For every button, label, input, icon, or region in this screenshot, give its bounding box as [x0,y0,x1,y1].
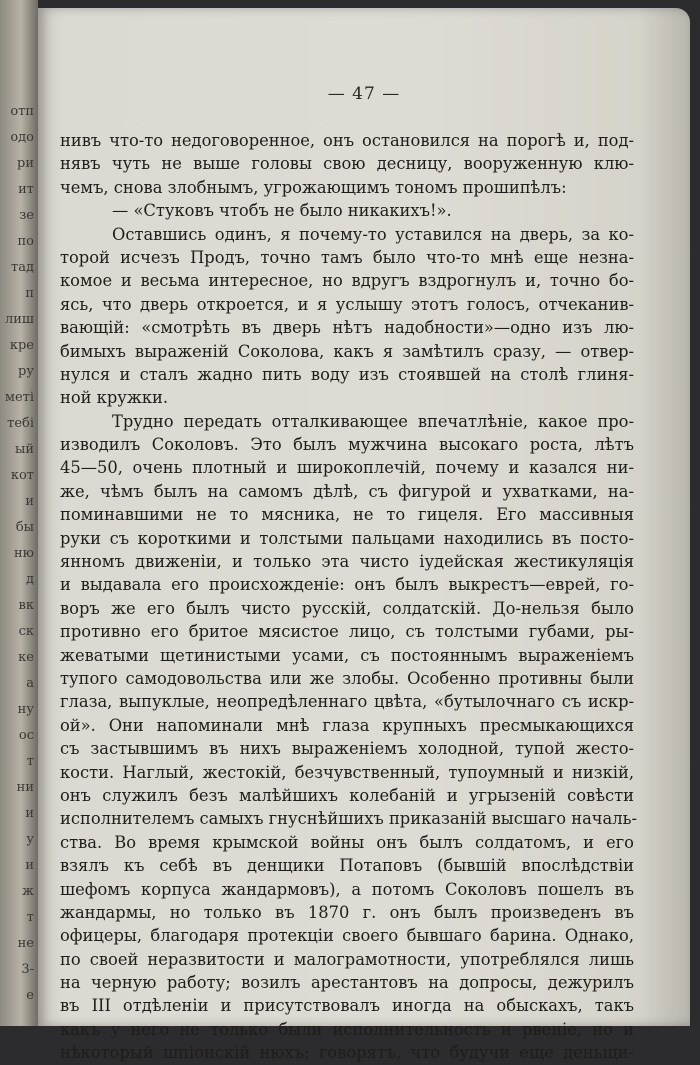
left-page-fragment: ж [22,884,34,899]
left-page-fragment: у [26,832,34,847]
text-line: Оставшись одинъ, я почему-то уставился на дверь, за ко- [112,224,634,244]
text-line: шефомъ корпуса жандармовъ), а потомъ Соколовъ пошелъ въ [60,879,634,899]
left-page-fragment: бы [15,520,34,535]
text-line: какъ у него не только были исполнительность и рвеніе, но и [60,1019,634,1039]
left-page-fragment: меті [4,390,34,405]
text-line: поминавшими не то мясника, не то гицеля. Его массивныя [60,505,634,525]
left-page-fragment: и [25,494,34,509]
text-line: нулся и сталъ жадно пить воду изъ стоявшей на столѣ глиня- [60,364,634,384]
page-number: — 47 — [327,84,401,104]
left-page-fragment: ит [18,182,34,197]
left-page-fragment: и [25,858,34,873]
text-line: вающій: «смотрѣть въ дверь нѣтъ надобности»—одно изъ лю- [60,318,634,338]
left-page-fragment: ню [14,546,34,561]
left-page-fragment: зе [19,208,34,223]
left-page-fragment: по [17,234,34,249]
left-page-fragment: вк [18,598,34,613]
text-line: руки съ короткими и толстыми пальцами находились въ посто- [60,528,634,548]
left-page-fragment: а [26,676,34,691]
text-line: янномъ движеніи, и только эта чисто іудейская жестикуляція [60,552,634,572]
text-line: въ III отдѣленіи и присутствовалъ иногда на обыскахъ, такъ [60,996,634,1016]
left-page-fragment: ни [16,780,34,795]
book-page [38,8,690,1063]
text-line: же, чѣмъ былъ на самомъ дѣлѣ, съ фигурой и ухватками, на- [60,481,634,501]
left-page-fragment: лиш [4,312,34,327]
text-line: ной кружки. [60,388,169,408]
left-page-fragment: ри [17,156,34,171]
text-line: на черную работу; возилъ арестантовъ на допросы, дежурилъ [60,973,634,993]
text-line: 45—50, очень плотный и широкоплечій, почему и казался ни- [60,458,634,478]
text-line: жандармы, но только въ 1870 г. онъ былъ произведенъ въ [60,902,634,922]
left-page-fragment: одо [10,130,34,145]
left-page-fragment: отп [10,104,34,119]
left-page-fragment: п [25,286,34,301]
text-line: комое и весьма интересное, но вдругъ вздрогнулъ и, точно бо- [60,271,634,291]
left-page-fragment: ый [14,442,34,457]
left-page-fragment: т [26,754,34,769]
text-line: тупого самодовольства или же злобы. Особенно противны были [60,668,634,688]
text-line: воръ же его былъ чисто русскій, солдатскій. До-нельзя было [60,598,634,618]
text-line: нивъ что-то недоговоренное, онъ остановился на порогѣ и, под- [60,131,634,150]
left-page-fragment: кот [10,468,34,483]
text-line: взялъ къ себѣ въ денщики Потаповъ (бывшій впослѣдствіи [60,856,634,876]
left-page-edge [0,0,38,1026]
left-page-fragment: ну [17,702,34,717]
body-text [60,129,637,1065]
text-line: торой исчезъ Продъ, точно тамъ было что-то мнѣ еще незна- [60,247,634,267]
left-page-fragment: ру [18,364,34,379]
text-line: ства. Во время крымской войны онъ былъ солдатомъ, и его [60,832,634,852]
left-page-fragment: тад [11,260,34,275]
left-page-fragment: ке [18,650,34,665]
text-line: Трудно передать отталкивающее впечатлѣніе, какое про- [112,411,634,431]
text-line: по своей неразвитости и малограмотности, употреблялся лишь [60,949,634,969]
text-line: ой». Они напоминали мнѣ глаза крупныхъ пресмыкающихся [60,715,634,735]
text-line: бимыхъ выраженій Соколова, какъ я замѣтилъ сразу, — отвер- [60,341,634,361]
text-line: съ застывшимъ въ нихъ выраженіемъ холодной, тупой жесто- [60,739,634,759]
left-page-fragment: 3- [21,962,34,977]
text-line: ясь, что дверь откроется, и я услышу этотъ голосъ, отчеканив- [60,294,634,314]
left-page-fragment: ск [18,624,34,639]
text-line: исполнителемъ самыхъ гнуснѣйшихъ приказаній высшаго началь- [60,809,637,829]
text-line: жеватыми щетинистыми усами, съ постояннымъ выраженіемъ [60,645,634,665]
text-line: офицеры, благодаря протекціи своего бывшаго барина. Однако, [60,926,634,946]
text-line: чемъ, снова злобнымъ, угрожающимъ тономъ прошипѣлъ: [60,177,567,197]
left-page-fragment: е [26,988,34,1003]
text-line: изводилъ Соколовъ. Это былъ мужчина высокаго роста, лѣтъ [60,435,634,455]
text-line: онъ служилъ безъ малѣйшихъ колебаній и угрызеній совѣсти [60,785,634,805]
left-page-fragment: кре [9,338,34,353]
text-line: и выдавала его происхожденіе: онъ былъ выкрестъ—еврей, го- [60,575,634,595]
text-line: нѣкоторый шпіонскій нюхъ; говорятъ, что будучи еще деньщи- [60,1043,634,1063]
text-line: нявъ чуть не выше головы свою десницу, вооруженную клю- [60,154,634,174]
left-page-fragment: т [26,910,34,925]
left-page-fragment: и [25,806,34,821]
left-page-fragment: тебі [7,416,34,431]
left-page-fragment: д [25,572,34,587]
text-line: кости. Наглый, жестокій, безчувственный, тупоумный и низкій, [60,762,634,782]
text-line: противно его бритое мясистое лицо, съ толстыми губами, ры- [60,622,634,642]
left-page-fragment: не [17,936,34,951]
text-line: глаза, выпуклые, неопредѣленнаго цвѣта, «бутылочнаго съ искр- [60,692,634,712]
left-page-fragment: ос [18,728,34,743]
text-line: — «Стуковъ чтобъ не было никакихъ!». [112,201,452,221]
